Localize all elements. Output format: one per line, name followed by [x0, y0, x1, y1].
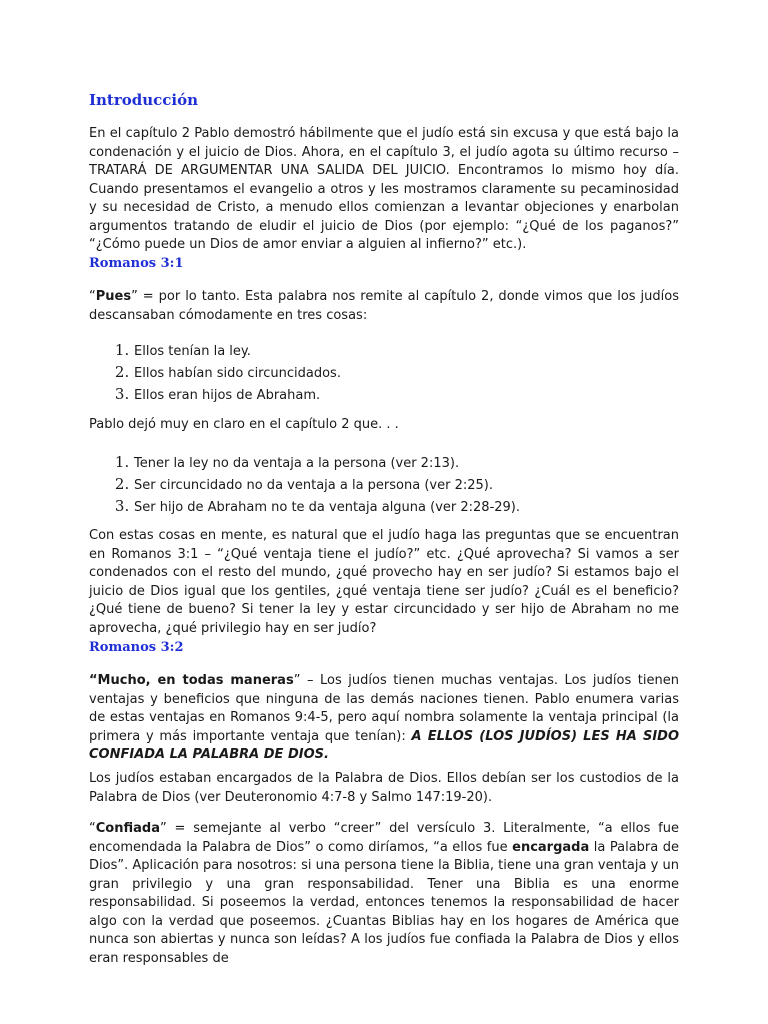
list-item: 2. Ellos habían sido circuncidados.: [134, 362, 341, 384]
list-ventajas: [104, 452, 520, 518]
preguntas-paragraph: Con estas cosas en mente, es natural que el judío haga las preguntas que se encuentran en Romanos 3:1 – “¿Qué ventaja tiene el judío?” etc. ¿Qué aprovecha? Si vamos a ser condenados con el resto del mundo, ¿qué provecho hay en ser judío? Si estamos bajo el juicio de Dios igual que los gentiles, ¿qué ventaja tiene ser judío? ¿Cuál es el beneficio? ¿Qué tiene de bueno? Si tener la ley y estar circuncidado y ser hijo de Abraham no me aprovecha, ¿qué privilegio hay en ser judío?: [89, 528, 679, 636]
confiada-application: la Palabra de Dios”. Aplicación para nosotros: si una persona tiene la Biblia, tiene una gran ventaja y un gran privilegio y una gran responsabilidad. Tener una Biblia es una enorme responsabilidad. Si poseemos la verdad, entonces tenemos la responsabilidad de hacer algo con la verdad que poseemos. ¿Cuantas Biblias hay en los hogares de América que nunca son abiertas y nunca son leídas? A los judíos fue confiada la Palabra de Dios y ellos eran responsables de: [89, 839, 679, 966]
pues-term: Pues: [95, 289, 132, 304]
intro-paragraph: En el capítulo 2 Pablo demostró hábilmente que el judío está sin excusa y que está bajo la condenación y el juicio de Dios. Ahora, en el capítulo 3, el judío agota su último recurso – TRATARÁ DE ARGUMENTAR UNA SALIDA DEL JUICIO. Encontramos lo mismo hoy día. Cuando presentamos el evangelio a otros y les mostramos claramente su pecaminosidad y su necesidad de Cristo, a menudo ellos comienzan a levantar objeciones y enarbolan argumentos tratando de eludir el juicio de Dios (por ejemplo: “¿Qué de los paganos?” “¿Cómo puede un Dios de amor enviar a alguien al infierno?” etc.).: [89, 126, 679, 252]
confiada-open-quote: “: [89, 821, 96, 836]
list-item: 1. Tener la ley no da ventaja a la persona (ver 2:13).: [134, 452, 520, 474]
list-item: 3. Ser hijo de Abraham no te da ventaja alguna (ver 2:28-29).: [134, 496, 520, 518]
heading-introduccion: Introducción: [89, 91, 199, 109]
list-item: 1. Ellos tenían la ley.: [134, 340, 341, 362]
confiada-text: ” = semejante al verbo “creer” del versículo 3. Literalmente, “a ellos fue encomendada la Palabra de Dios” o como diríamos, “a ellos fue: [89, 821, 679, 855]
confiada-term: Confiada: [95, 821, 160, 836]
encargada-term: encargada: [512, 839, 590, 855]
list-tres-cosas: [104, 340, 341, 406]
heading-romanos-3-1: Romanos 3:1: [89, 256, 184, 271]
mucho-paragraph: [89, 672, 679, 765]
pablo-dejo-paragraph: Pablo dejó muy en claro en el capítulo 2 que. . .: [89, 417, 399, 432]
confiada-paragraph: [89, 820, 679, 968]
pues-paragraph: [89, 288, 679, 325]
heading-romanos-3-2: Romanos 3:2: [89, 640, 184, 655]
emphasis-palabra-de-dios: A ELLOS (LOS JUDÍOS) LES HA SIDO CONFIADA LA PALABRA DE DIOS.: [89, 728, 680, 762]
mucho-text: ” – Los judíos tienen muchas ventajas. Los judíos tienen ventajas y beneficios que ninguna de las demás naciones tienen. Pablo enumera varias de estas ventajas en Romanos 9:4-5, pero aquí nombra solamente la ventaja principal (la primera y más importante ventaja que tenían):: [89, 673, 679, 744]
pues-open-quote: “: [89, 289, 96, 304]
mucho-term: “Mucho, en todas maneras: [89, 673, 294, 688]
custodios-paragraph: Los judíos estaban encargados de la Palabra de Dios. Ellos debían ser los custodios de la Palabra de Dios (ver Deuteronomio 4:7-8 y Salmo 147:19-20).: [89, 771, 679, 805]
list-item: 3. Ellos eran hijos de Abraham.: [134, 384, 341, 406]
pues-definition: ” = por lo tanto. Esta palabra nos remite al capítulo 2, donde vimos que los judíos descansaban cómodamente en tres cosas:: [89, 289, 679, 323]
list-item: 2. Ser circuncidado no da ventaja a la persona (ver 2:25).: [134, 474, 520, 496]
